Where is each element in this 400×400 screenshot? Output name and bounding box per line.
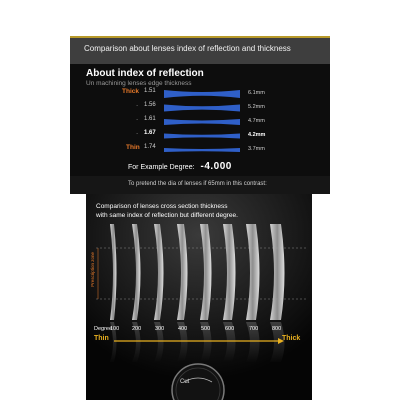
- degree-value: -4.000: [200, 161, 232, 172]
- contrast-note: To pretend the dia of lenses if 65mm in this contrast:: [128, 181, 267, 187]
- prescription-zone-label: Prescription zone: [90, 252, 95, 287]
- degree-tick: 600: [225, 326, 235, 332]
- degree-axis-label: Degree: [94, 326, 113, 332]
- degree-tick: 300: [155, 326, 165, 332]
- lens-profile-1: [162, 89, 242, 99]
- row-thickness: 4.2mm: [248, 132, 266, 138]
- row-bullet: ·: [136, 102, 139, 109]
- row-index: 1.74: [144, 144, 156, 150]
- index-panel: [70, 64, 330, 176]
- lens-profile-3: [162, 117, 242, 127]
- row-thickness: 6.1mm: [248, 90, 265, 96]
- row-tag: Thick: [122, 88, 139, 95]
- thin-label: Thin: [94, 335, 109, 342]
- thick-label: Thick: [282, 335, 301, 342]
- row-index: 1.56: [144, 102, 156, 108]
- lens-profile-4: [162, 131, 242, 141]
- cross-section-panel: [86, 194, 312, 400]
- row-bullet: ·: [136, 116, 139, 123]
- degree-tick: 100: [110, 326, 120, 332]
- row-thickness: 4.7mm: [248, 118, 265, 124]
- example-degree: [128, 161, 232, 172]
- header-title: Comparison about lenses index of reflection and thickness: [84, 44, 291, 53]
- index-row: [70, 144, 330, 156]
- row-index: 1.61: [144, 116, 156, 122]
- degree-tick: 500: [201, 326, 211, 332]
- lens-profile-5: [162, 145, 242, 155]
- row-tag: Thin: [126, 144, 140, 151]
- row-thickness: 3.7mm: [248, 146, 265, 152]
- contrast-note-strip: [70, 176, 330, 194]
- row-index: 1.67: [144, 130, 156, 136]
- degree-tick: 200: [132, 326, 142, 332]
- degree-tick: 400: [178, 326, 188, 332]
- index-row: [70, 102, 330, 114]
- lens-profile-2: [162, 103, 242, 113]
- index-panel-title: About index of reflection: [86, 68, 204, 79]
- index-panel-subtitle: Un machining lenses edge thickness: [86, 80, 192, 87]
- degree-tick: 800: [272, 326, 282, 332]
- row-bullet: ·: [136, 130, 139, 137]
- cross-section-illustration: [86, 194, 312, 400]
- row-index: 1.51: [144, 88, 156, 94]
- row-thickness: 5.2mm: [248, 104, 265, 110]
- degree-tick: 700: [249, 326, 259, 332]
- cross-section-title: [96, 202, 238, 220]
- cross-section-title-line2: with same index of reflection but different degree.: [96, 212, 238, 219]
- index-row: [70, 116, 330, 128]
- cut-label: Cut: [180, 379, 190, 385]
- cross-section-title-line1: Comparison of lenses cross section thickness: [96, 203, 228, 210]
- header-bar: [70, 36, 330, 66]
- index-row: [70, 88, 330, 100]
- degree-label: For Example Degree:: [128, 164, 195, 171]
- index-row: [70, 130, 330, 142]
